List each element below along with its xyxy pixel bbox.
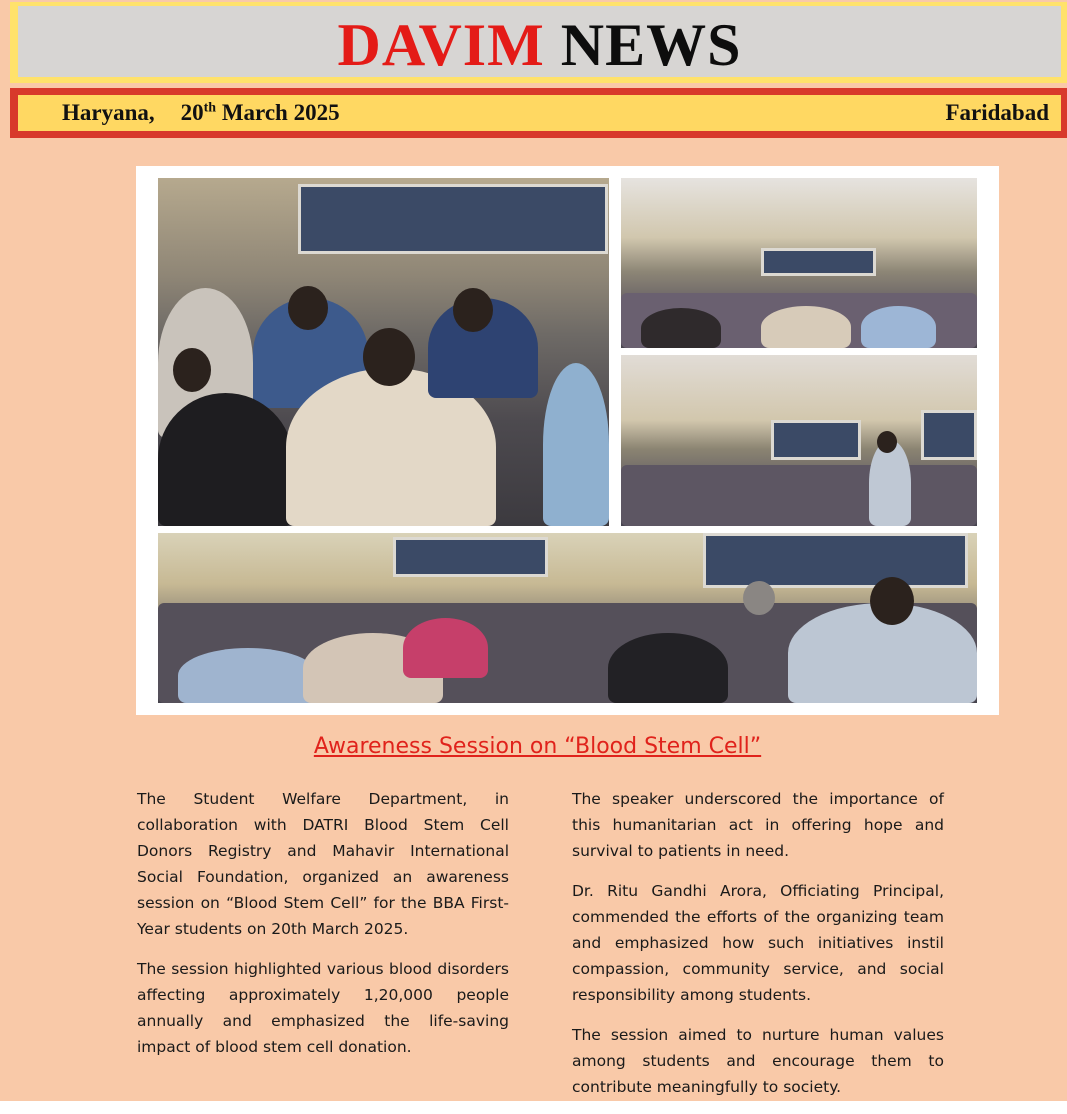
article-paragraph: The speaker underscored the importance of this humanitarian act in offering hope and survival to patients in need. [572, 790, 944, 860]
newsletter-title [337, 11, 742, 78]
dateline-month-year: March 2025 [221, 100, 340, 125]
dateline-state: Haryana, [62, 100, 155, 125]
date-bar-panel [18, 95, 1061, 131]
article-paragraph: The Student Welfare Department, in collaboration with DATRI Blood Stem Cell Donors Registry and Mahavir International Social Foundation, organized an awareness session on “Blood Stem Cell” for the BBA First-Year students on 20th March 2025. [137, 790, 509, 938]
title-davim: DAVIM [337, 11, 545, 78]
photo-auditorium-wide [621, 178, 977, 348]
article-column-right [572, 786, 944, 1114]
title-news: NEWS [560, 11, 742, 78]
article-paragraph: The session highlighted various blood disorders affecting approximately 1,20,000 people annually and emphasized the life-saving impact of blood stem cell donation. [137, 960, 509, 1056]
article-paragraph: Dr. Ritu Gandhi Arora, Officiating Principal, commended the efforts of the organizing team and emphasized how such initiatives instil compassion, community service, and social responsibility among students. [572, 882, 944, 1004]
photo-collage [136, 166, 999, 715]
masthead [10, 2, 1067, 83]
dateline [62, 100, 340, 126]
article-column-left [137, 786, 509, 1074]
photo-classroom-closeup [158, 178, 609, 526]
dateline-day: 20 [180, 100, 204, 125]
dateline-date [181, 100, 340, 126]
photo-speaker-with-students [158, 533, 977, 703]
dateline-city: Faridabad [945, 100, 1049, 125]
date-bar [10, 88, 1067, 138]
masthead-panel [18, 6, 1061, 77]
article-headline: Awareness Session on “Blood Stem Cell” [313, 734, 762, 759]
dateline-day-suffix: th [203, 100, 217, 116]
photo-speaker [621, 355, 977, 526]
article-paragraph: The session aimed to nurture human values among students and encourage them to contribute meaningfully to society. [572, 1026, 944, 1096]
